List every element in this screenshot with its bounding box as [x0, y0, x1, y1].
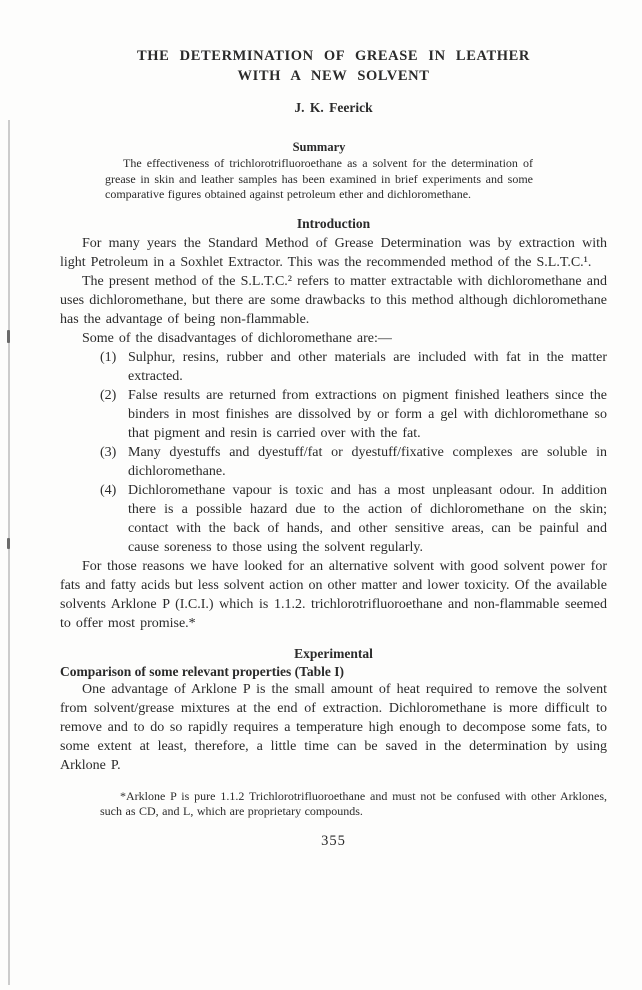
disadvantage-item-4 [100, 481, 607, 557]
disadvantage-item-2 [100, 386, 607, 443]
intro-paragraph-2: The present method of the S.L.T.C.² refers to matter extractable with dichloromethane and uses dichloromethane, but there are some drawbacks to this method although dichloromethane has the advantage of being non-flammable. [60, 273, 607, 327]
summary-section [105, 140, 533, 203]
list-item-text: Sulphur, resins, rubber and other materials are included with fat in the matter extracted. [128, 349, 607, 384]
disadvantage-item-1 [100, 348, 607, 386]
list-item-text: False results are returned from extractions on pigment finished leathers since the binders in most finishes are dissolved by or form a gel with dichloromethane so that pigment and resin is carried over with the fat. [128, 387, 607, 441]
footnote-text: *Arklone P is pure 1.1.2 Trichlorotrifluoroethane and must not be confused with other Arklones, such as CD, and L, which are proprietary compounds. [100, 788, 607, 818]
list-item-text: Dichloromethane vapour is toxic and has a most unpleasant odour. In addition there is a possible hazard due to the action of dichloromethane on the skin; contact with the back of hands, and other sensitive areas, can be painful and cause soreness to those using the solvent regularly. [128, 482, 607, 555]
experimental-subheading: Comparison of some relevant properties (Table I) [60, 663, 344, 679]
list-item-number: (2) [100, 387, 117, 403]
article-title-line-2: WITH A NEW SOLVENT [237, 68, 430, 84]
disadvantages-list [100, 348, 607, 557]
list-item-number: (1) [100, 349, 117, 365]
author-name: J. K. Feerick [294, 100, 373, 115]
page-content [60, 0, 607, 850]
experimental-paragraph-1: One advantage of Arklone P is the small amount of heat required to remove the solvent from solvent/grease mixtures at the end of extraction. Dichloromethane is more difficult to remove and to do so rapidly requires a temperature high enough to decompose some fats, to some extent at least, therefore, a little time can be saved in the determination by using Arklone P. [60, 681, 607, 773]
experimental-heading: Experimental [294, 645, 373, 661]
intro-paragraph-3: Some of the disadvantages of dichloromethane are:— [82, 330, 392, 346]
list-item-number: (3) [100, 444, 117, 460]
list-item-text: Many dyestuffs and dyestuff/fat or dyestuff/fixative complexes are soluble in dichloromethane. [128, 444, 607, 479]
scan-margin-mark-1 [7, 330, 10, 343]
intro-paragraph-4: For those reasons we have looked for an alternative solvent with good solvent power for fats and fatty acids but less solvent action on other matter and lower toxicity. Of the available solvents Arklone P (I.C.I.) which is 1.1.2. trichlorotrifluoroethane and non-flammable seemed to offer most promise.* [60, 558, 607, 631]
scan-edge-line [8, 120, 10, 985]
introduction-heading: Introduction [296, 215, 371, 231]
article-title-line-1: THE DETERMINATION OF GREASE IN LEATHER [137, 48, 530, 64]
intro-paragraph-1: For many years the Standard Method of Grease Determination was by extraction with light Petroleum in a Soxhlet Extractor. This was the recommended method of the S.L.T.C.¹. [60, 235, 607, 270]
page-number: 355 [321, 832, 346, 849]
disadvantage-item-3 [100, 443, 607, 481]
summary-heading: Summary [292, 140, 346, 154]
article-title [60, 46, 607, 86]
scan-margin-mark-2 [7, 538, 10, 549]
summary-text: The effectiveness of trichlorotrifluoroethane as a solvent for the determination of grease in skin and leather samples has been examined in brief experiments and some comparative figures obtained against petroleum ether and dichloromethane. [105, 156, 533, 201]
list-item-number: (4) [100, 482, 117, 498]
